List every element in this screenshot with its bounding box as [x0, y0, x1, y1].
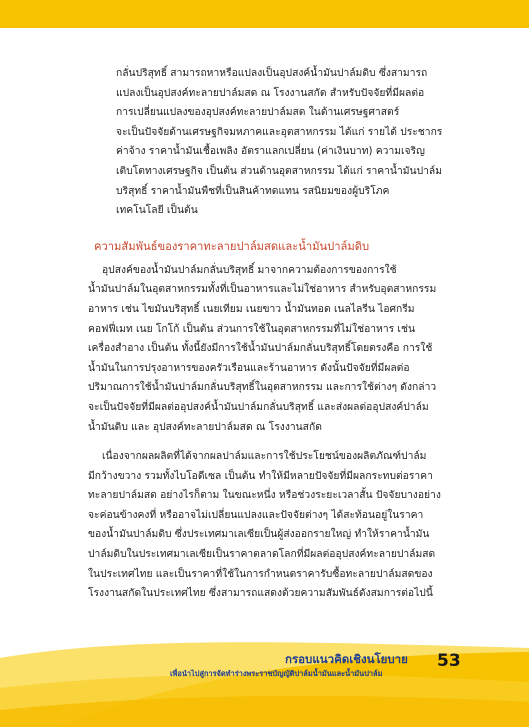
text-line: ของน้ำมันปาล์มดิบ ซึ่งประเทศมาเลเซียเป็นผู้ส่งออกรายใหญ่ ทำให้ราคาน้ำมัน: [88, 528, 430, 541]
footer-subtitle: เพื่อนำไปสู่การจัดทำร่างพระราชบัญญัติปาล์มน้ำมันและน้ำมันปาล์ม: [170, 669, 383, 678]
text-line: ในประเทศไทย และเป็นราคาที่ใช้ในการกำหนดราคารับซื้อทะลายปาล์มสดของ: [88, 567, 433, 580]
text-line: จะเป็นปัจจัยด้านเศรษฐกิจมหภาคและอุตสาหกรรม ได้แก่ รายได้ ประชากร: [116, 125, 443, 138]
text-line: เติบโตทางเศรษฐกิจ เป็นต้น ส่วนด้านอุตสาหกรรม ได้แก่ ราคาน้ำมันปาล์ม: [116, 164, 442, 177]
text-line: การเปลี่ยนแปลงของอุปสงค์ทะลายปาล์มสด ในด้านเศรษฐศาสตร์: [116, 106, 400, 119]
page-body: [88, 64, 464, 604]
text-line: คอฟฟี่เมท เนย โกโก้ เป็นต้น ส่วนการใช้ในอุตสาหกรรมที่ไม่ใช่อาหาร เช่น: [88, 322, 415, 335]
text-line: จะค่อนข้างคงที่ หรืออาจไม่เปลี่ยนแปลงและปัจจัยต่างๆ ได้สะท้อนอยู่ในราคา: [88, 508, 424, 521]
text-line: ปริมาณการใช้น้ำมันปาล์มกลั่นบริสุทธิ์ในอุตสาหกรรม และการใช้ต่างๆ ดังกล่าว: [88, 381, 437, 394]
section-heading: ความสัมพันธ์ของราคาทะลายปาล์มสดและน้ำมันปาล์มดิบ: [94, 239, 370, 253]
text-line: กลั่นปริสุทธิ์ สามารถหาหรือแปลงเป็นอุปสงค์น้ำมันปาล์มดิบ ซึ่งสามารถ: [116, 67, 428, 79]
text-line: อาหาร เช่น ไขมันบริสุทธิ์ เนยเทียม เนยขาว น้ำมันทอด เนลไลรีน ไอศกรีม: [88, 302, 415, 315]
text-line: น้ำมันในการปรุงอาหารของครัวเรือนและร้านอาหาร ดังนั้นปัจจัยที่มีผลต่อ: [88, 361, 410, 374]
text-line: โรงงานสกัดในประเทศไทย ซึ่งสามารถแสดงด้วยความสัมพันธ์ดังสมการต่อไปนี้: [88, 587, 433, 600]
footer-title: กรอบแนวคิดเชิงนโยบาย: [285, 652, 408, 666]
text-line: ปาล์มดิบในประเทศมาเลเซียเป็นราคาตลาดโลกที่มีผลต่ออุปสงค์ทะลายปาล์มสด: [88, 548, 436, 561]
body-paragraph: [88, 261, 464, 437]
text-line: ทะลายปาล์มสด อย่างไรก็ตาม ในขณะหนึ่ง หรือช่วงระยะเวลาสั้น ปัจจัยบางอย่าง: [88, 489, 441, 502]
text-line: แปลงเป็นอุปสงค์ทะลายปาล์มสด ณ โรงงานสกัด สำหรับปัจจัยที่มีผลต่อ: [116, 86, 425, 99]
text-line: เครื่องสำอาง เป็นต้น ทั้งนี้ยังมีการใช้น้ำมันปาล์มกลั่นบริสุทธิ์โดยตรงคือ การใช้: [88, 342, 433, 355]
text-line: บริสุทธิ์ ราคาน้ำมันพืชที่เป็นสินค้าทดแทน รสนิยมของผู้บริโภค: [116, 184, 390, 197]
footer-wave-graphic: [0, 636, 529, 727]
text-line: มีกว้างขวาง รวมทั้งไบโอดีเซล เป็นต้น ทำให้มีหลายปัจจัยที่มีผลกระทบต่อราคา: [88, 469, 433, 482]
text-line: เนื่องจากผลผลิตที่ได้จากผลปาล์มและการใช้ประโยชน์ของผลิตภัณฑ์ปาล์ม: [102, 450, 427, 463]
top-accent-bar: [0, 0, 529, 28]
text-line: น้ำมันดิบ และ อุปสงค์ทะลายปาล์มสด ณ โรงงานสกัด: [88, 420, 322, 433]
body-paragraph: [88, 447, 464, 604]
text-line: ค่าจ้าง ราคาน้ำมันเชื้อเพลิง อัตราแลกเปลี่ยน (ค่าเงินบาท) ความเจริญ: [116, 145, 425, 158]
footer-band: [0, 636, 529, 727]
text-line: น้ำมันปาล์มในอุตสาหกรรมทั้งที่เป็นอาหารและไม่ใช่อาหาร สำหรับอุตสาหกรรม: [88, 283, 437, 296]
page-number: 53: [437, 651, 461, 671]
text-line: อุปสงค์ของน้ำมันปาล์มกลั่นบริสุทธิ์ มาจากความต้องการของการใช้: [102, 263, 397, 276]
text-line: เทคโนโลยี เป็นต้น: [116, 204, 198, 217]
text-line: จะเป็นปัจจัยที่มีผลต่ออุปสงค์น้ำมันปาล์มกลั่นบริสุทธิ์ และส่งผลต่ออุปสงค์ปาล์ม: [88, 400, 429, 413]
intro-paragraph: [88, 64, 464, 221]
